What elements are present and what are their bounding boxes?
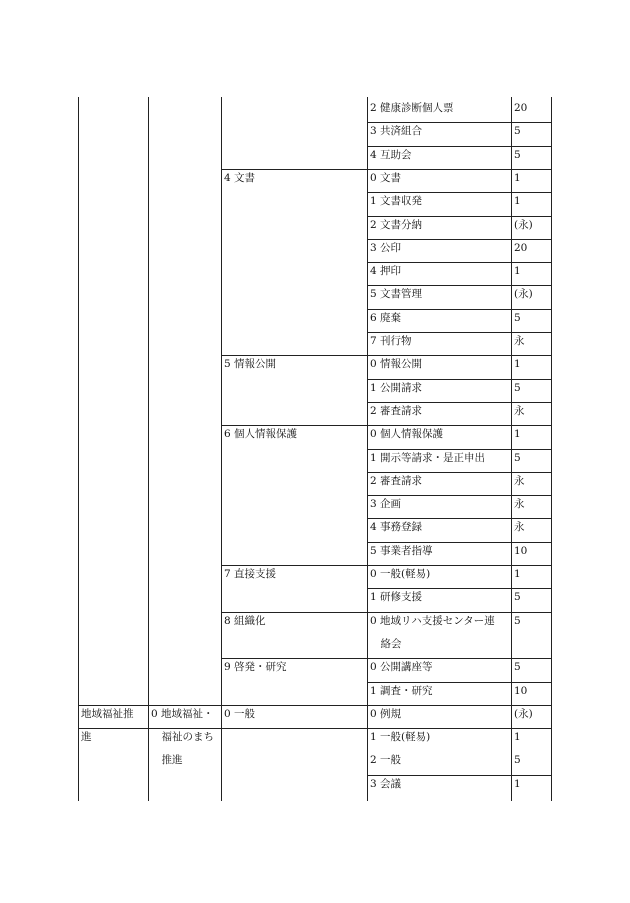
table-cell: 20 bbox=[514, 102, 528, 114]
table-cell: 推進 bbox=[151, 754, 183, 767]
table-cell: 絡会 bbox=[370, 637, 402, 650]
table-cell: 6 個人情報保護 bbox=[224, 428, 298, 441]
table-cell: 3 共済組合 bbox=[370, 125, 423, 138]
table-cell: 2 一般 bbox=[370, 754, 402, 767]
table-cell: 7 直接支援 bbox=[224, 568, 277, 580]
table-cell: 10 bbox=[514, 544, 528, 557]
table-cell: 0 個人情報保護 bbox=[370, 428, 444, 441]
table-cell: 20 bbox=[514, 241, 528, 254]
table-cell: 0 地域リハ支援センター連 bbox=[370, 614, 495, 627]
table-cell: 1 文書収発 bbox=[370, 195, 423, 208]
table-cell: 地域福祉推 bbox=[81, 707, 134, 720]
table-cell: 6 廃棄 bbox=[370, 311, 402, 324]
table-cell: 0 地域福祉・ bbox=[151, 707, 214, 720]
table-cell: 進 bbox=[81, 731, 92, 744]
table-cell: 5 bbox=[514, 614, 521, 627]
table-cell: 1 bbox=[514, 568, 521, 580]
table-cell: 2 審査請求 bbox=[370, 474, 423, 487]
table-cell: 4 文書 bbox=[224, 171, 256, 184]
table-cell: 1 bbox=[514, 777, 521, 790]
table-cell: 4 互助会 bbox=[370, 148, 412, 161]
table-cell: 1 bbox=[514, 358, 521, 371]
table-cell: 5 bbox=[514, 381, 521, 394]
table-cell: 1 bbox=[514, 731, 521, 744]
table-cell: 7 刊行物 bbox=[370, 335, 412, 347]
table-cell: 5 bbox=[514, 148, 521, 161]
table-cell: 0 公開講座等 bbox=[370, 661, 433, 674]
table-cell: 0 情報公開 bbox=[370, 358, 423, 371]
column-border-0 bbox=[78, 97, 79, 801]
table-cell: 福祉のまち bbox=[151, 731, 214, 744]
table-cell: 永 bbox=[514, 474, 525, 487]
table-cell: 0 文書 bbox=[370, 171, 402, 184]
table-cell: 1 bbox=[514, 265, 521, 278]
table-cell: 2 審査請求 bbox=[370, 404, 423, 417]
row-border bbox=[78, 728, 552, 729]
table-cell: 0 一般 bbox=[224, 707, 256, 720]
column-border-1 bbox=[148, 97, 149, 801]
table-cell: 5 bbox=[514, 661, 521, 674]
table-cell: 5 bbox=[514, 591, 521, 604]
table-cell: 永 bbox=[514, 521, 525, 534]
table-cell: 10 bbox=[514, 684, 528, 697]
table-cell: 2 健康診断個人票 bbox=[370, 102, 454, 114]
table-cell: 永 bbox=[514, 335, 525, 347]
table-cell: 1 bbox=[514, 171, 521, 184]
table-cell: 1 調査・研究 bbox=[370, 684, 433, 697]
table-cell: 4 押印 bbox=[370, 265, 402, 278]
table-cell: 3 企画 bbox=[370, 498, 402, 511]
table-cell: 0 一般(軽易) bbox=[370, 568, 431, 580]
table-cell: 0 例規 bbox=[370, 707, 402, 720]
table-cell: 1 一般(軽易) bbox=[370, 731, 431, 744]
table-cell: 2 文書分納 bbox=[370, 218, 423, 231]
column-border-2 bbox=[221, 97, 222, 801]
table-cell: 5 bbox=[514, 451, 521, 464]
table-cell: 1 研修支援 bbox=[370, 591, 423, 604]
table-cell: 5 情報公開 bbox=[224, 358, 277, 371]
table-cell: (永) bbox=[514, 288, 533, 301]
row-border bbox=[78, 705, 552, 706]
table-cell: 5 bbox=[514, 311, 521, 324]
table-cell: 5 bbox=[514, 125, 521, 138]
table-cell: 4 事務登録 bbox=[370, 521, 423, 534]
table-cell: 1 bbox=[514, 428, 521, 441]
table-cell: 5 事業者指導 bbox=[370, 544, 433, 557]
table-cell: 1 開示等請求・是正申出 bbox=[370, 451, 486, 464]
table-cell: 3 公印 bbox=[370, 241, 402, 254]
table-cell: 永 bbox=[514, 404, 525, 417]
table-cell: 1 公開請求 bbox=[370, 381, 423, 394]
table-cell: 3 会議 bbox=[370, 777, 402, 790]
table-cell: 1 bbox=[514, 195, 521, 208]
table-cell: 8 組織化 bbox=[224, 614, 266, 627]
table-cell: 5 文書管理 bbox=[370, 288, 423, 301]
table-cell: 永 bbox=[514, 498, 525, 511]
table-cell: 5 bbox=[514, 754, 521, 767]
table-cell: (永) bbox=[514, 218, 533, 231]
table-cell: (永) bbox=[514, 707, 533, 720]
table-cell: 9 啓発・研究 bbox=[224, 661, 287, 674]
